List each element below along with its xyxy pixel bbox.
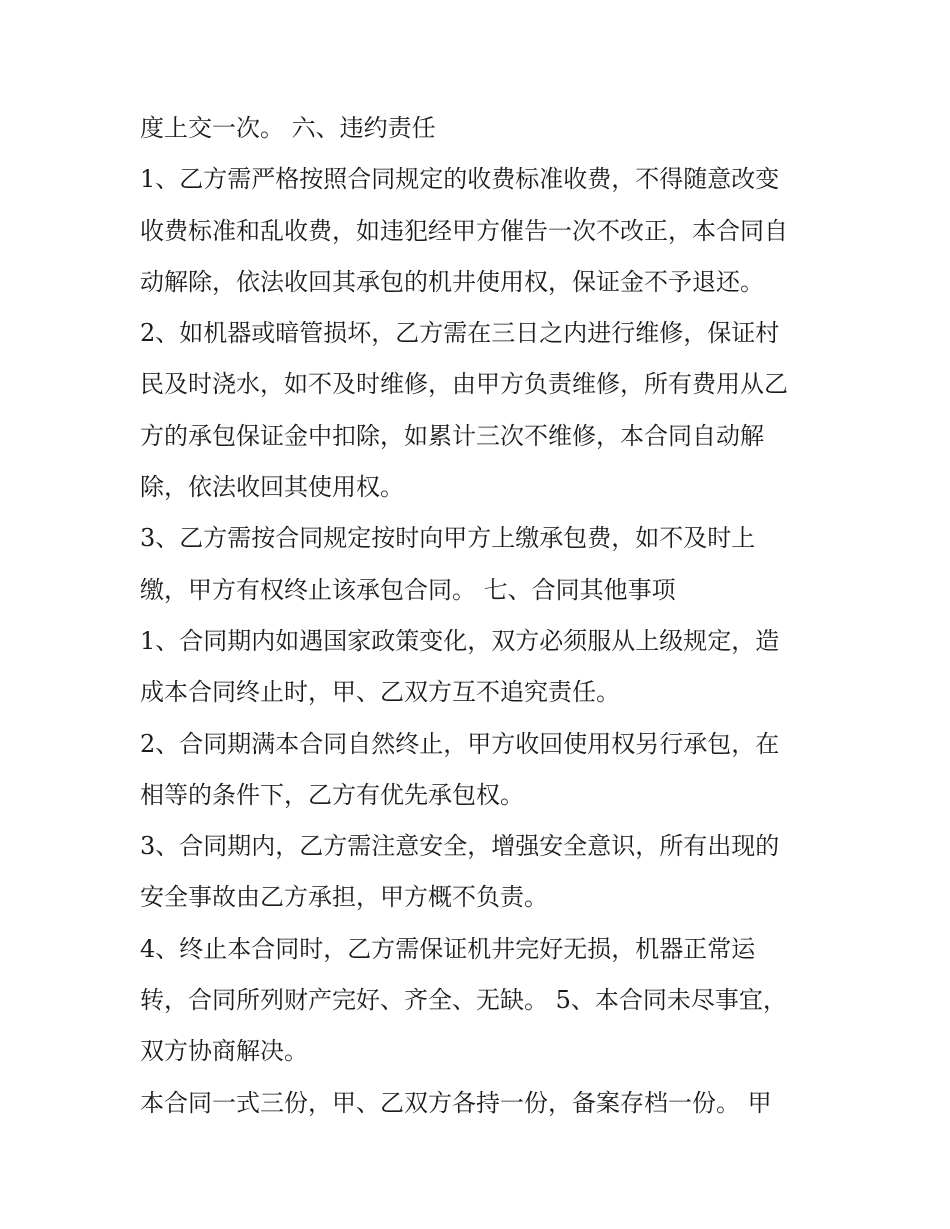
paragraph-section-six-heading [140, 103, 820, 154]
text-line: 4、终止本合同时，乙方需保证机井完好无损，机器正常运 [140, 934, 756, 963]
paragraph-other-clause-4 [140, 924, 820, 1078]
text-line: 成本合同终止时，甲、乙双方互不追究责任。 [140, 678, 620, 707]
text-line: 3、乙方需按合同规定按时向甲方上缴承包费，如不及时上 [140, 524, 756, 553]
text-line: 安全事故由乙方承担，甲方概不负责。 [140, 883, 548, 912]
text-line: 1、乙方需严格按照合同规定的收费标准收费，不得随意改变 [140, 165, 780, 194]
text-line: 民及时浇水，如不及时维修，由甲方负责维修，所有费用从乙 [140, 370, 788, 399]
text-line: 动解除，依法收回其承包的机井使用权，保证金不予退还。 [140, 267, 764, 296]
paragraph-other-clause-1 [140, 616, 820, 719]
text-line: 2、合同期满本合同自然终止，甲方收回使用权另行承包，在 [140, 729, 780, 758]
text-line: 1、合同期内如遇国家政策变化，双方必须服从上级规定，造 [140, 626, 780, 655]
paragraph-breach-clause-2 [140, 308, 820, 513]
text-line: 转，合同所列财产完好、齐全、无缺。 5、本合同未尽事宜， [140, 986, 787, 1015]
text-line: 2、如机器或暗管损坏，乙方需在三日之内进行维修，保证村 [140, 319, 780, 348]
text-line: 方的承包保证金中扣除，如累计三次不维修，本合同自动解 [140, 421, 764, 450]
paragraph-breach-clause-3 [140, 513, 820, 616]
text-line: 收费标准和乱收费，如违犯经甲方催告一次不改正，本合同自 [140, 216, 788, 245]
document-body [140, 103, 820, 1129]
paragraph-breach-clause-1 [140, 154, 820, 308]
text-line: 相等的条件下，乙方有优先承包权。 [140, 780, 524, 809]
text-line: 缴，甲方有权终止该承包合同。 七、合同其他事项 [140, 575, 676, 604]
text-line: 双方协商解决。 [140, 1037, 308, 1066]
text-line: 除，依法收回其使用权。 [140, 473, 404, 502]
text-line: 本合同一式三份，甲、乙双方各持一份，备案存档一份。 甲 [140, 1088, 772, 1117]
text-line: 3、合同期内，乙方需注意安全，增强安全意识，所有出现的 [140, 832, 780, 861]
paragraph-other-clause-2 [140, 719, 820, 822]
text-line: 度上交一次。 六、违约责任 [140, 114, 436, 142]
paragraph-other-clause-3 [140, 821, 820, 924]
paragraph-copies-clause [140, 1078, 820, 1129]
